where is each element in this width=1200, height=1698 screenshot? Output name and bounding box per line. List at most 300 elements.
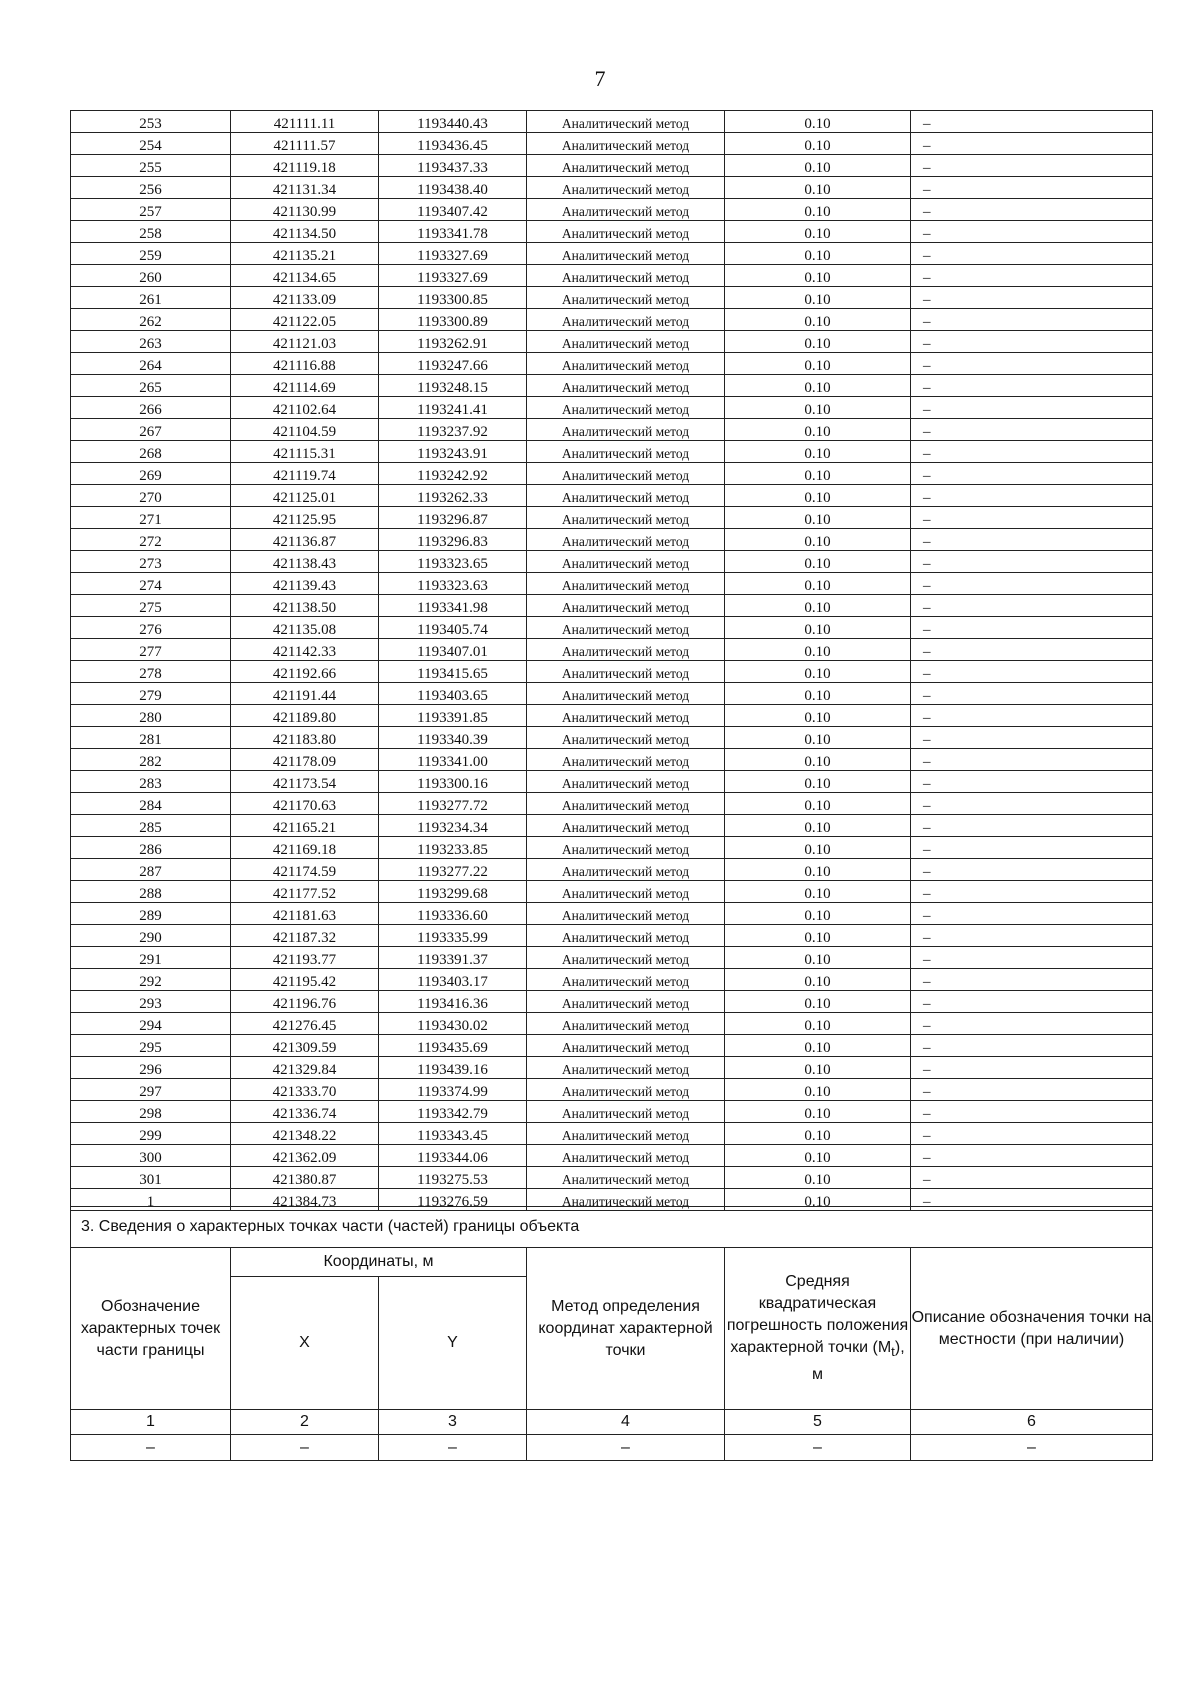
table-row bbox=[71, 727, 1153, 749]
accuracy-cell: 0.10 bbox=[725, 947, 911, 969]
method-cell: Аналитический метод bbox=[527, 661, 725, 683]
description-cell: – bbox=[911, 155, 1153, 177]
table-row bbox=[71, 793, 1153, 815]
description-cell: – bbox=[911, 177, 1153, 199]
x-coordinate: 421134.50 bbox=[231, 221, 379, 243]
x-coordinate: 421121.03 bbox=[231, 331, 379, 353]
method-cell: Аналитический метод bbox=[527, 1035, 725, 1057]
table-row bbox=[71, 1013, 1153, 1035]
accuracy-cell: 0.10 bbox=[725, 551, 911, 573]
method-cell: Аналитический метод bbox=[527, 177, 725, 199]
point-number: 293 bbox=[71, 991, 231, 1013]
method-cell: Аналитический метод bbox=[527, 1079, 725, 1101]
description-cell: – bbox=[911, 793, 1153, 815]
x-coordinate: 421116.88 bbox=[231, 353, 379, 375]
point-number: 283 bbox=[71, 771, 231, 793]
x-coordinate: 421134.65 bbox=[231, 265, 379, 287]
x-coordinate: 421336.74 bbox=[231, 1101, 379, 1123]
description-cell: – bbox=[911, 419, 1153, 441]
x-coordinate: 421122.05 bbox=[231, 309, 379, 331]
description-cell: – bbox=[911, 705, 1153, 727]
column-number: 5 bbox=[725, 1410, 911, 1435]
y-coordinate: 1193341.98 bbox=[379, 595, 527, 617]
x-coordinate: 421183.80 bbox=[231, 727, 379, 749]
y-coordinate: 1193341.78 bbox=[379, 221, 527, 243]
y-coordinate: 1193262.91 bbox=[379, 331, 527, 353]
x-coordinate: 421384.73 bbox=[231, 1189, 379, 1211]
table-row bbox=[71, 265, 1153, 287]
table-row bbox=[71, 309, 1153, 331]
y-coordinate: 1193407.01 bbox=[379, 639, 527, 661]
method-cell: Аналитический метод bbox=[527, 199, 725, 221]
y-coordinate: 1193300.85 bbox=[379, 287, 527, 309]
method-cell: Аналитический метод bbox=[527, 463, 725, 485]
y-coordinate: 1193343.45 bbox=[379, 1123, 527, 1145]
x-coordinate: 421125.01 bbox=[231, 485, 379, 507]
table-row bbox=[71, 595, 1153, 617]
y-coordinate: 1193247.66 bbox=[379, 353, 527, 375]
point-number: 264 bbox=[71, 353, 231, 375]
method-cell: Аналитический метод bbox=[527, 1013, 725, 1035]
method-cell: Аналитический метод bbox=[527, 551, 725, 573]
table-row bbox=[71, 969, 1153, 991]
y-coordinate: 1193243.91 bbox=[379, 441, 527, 463]
method-cell: Аналитический метод bbox=[527, 859, 725, 881]
x-coordinate: 421135.21 bbox=[231, 243, 379, 265]
accuracy-cell: 0.10 bbox=[725, 463, 911, 485]
empty-cell: – bbox=[379, 1435, 527, 1461]
x-coordinate: 421135.08 bbox=[231, 617, 379, 639]
accuracy-cell: 0.10 bbox=[725, 793, 911, 815]
y-coordinate: 1193296.83 bbox=[379, 529, 527, 551]
y-coordinate: 1193300.89 bbox=[379, 309, 527, 331]
y-coordinate: 1193435.69 bbox=[379, 1035, 527, 1057]
x-coordinate: 421130.99 bbox=[231, 199, 379, 221]
method-cell: Аналитический метод bbox=[527, 331, 725, 353]
method-cell: Аналитический метод bbox=[527, 991, 725, 1013]
method-cell: Аналитический метод bbox=[527, 419, 725, 441]
point-number: 276 bbox=[71, 617, 231, 639]
y-coordinate: 1193323.65 bbox=[379, 551, 527, 573]
x-coordinate: 421276.45 bbox=[231, 1013, 379, 1035]
description-cell: – bbox=[911, 485, 1153, 507]
x-coordinate: 421119.18 bbox=[231, 155, 379, 177]
point-number: 279 bbox=[71, 683, 231, 705]
accuracy-cell: 0.10 bbox=[725, 661, 911, 683]
method-cell: Аналитический метод bbox=[527, 793, 725, 815]
description-cell: – bbox=[911, 969, 1153, 991]
table-row bbox=[71, 353, 1153, 375]
point-number: 291 bbox=[71, 947, 231, 969]
accuracy-cell: 0.10 bbox=[725, 1013, 911, 1035]
point-number: 265 bbox=[71, 375, 231, 397]
accuracy-cell: 0.10 bbox=[725, 969, 911, 991]
table-row bbox=[71, 617, 1153, 639]
column-number: 4 bbox=[527, 1410, 725, 1435]
point-number: 253 bbox=[71, 111, 231, 133]
accuracy-cell: 0.10 bbox=[725, 199, 911, 221]
y-coordinate: 1193299.68 bbox=[379, 881, 527, 903]
y-coordinate: 1193233.85 bbox=[379, 837, 527, 859]
header-coordinates: Координаты, м bbox=[231, 1248, 527, 1277]
table-row bbox=[71, 177, 1153, 199]
table-row bbox=[71, 331, 1153, 353]
method-cell: Аналитический метод bbox=[527, 903, 725, 925]
x-coordinate: 421191.44 bbox=[231, 683, 379, 705]
accuracy-cell: 0.10 bbox=[725, 749, 911, 771]
method-cell: Аналитический метод bbox=[527, 243, 725, 265]
point-number: 270 bbox=[71, 485, 231, 507]
method-cell: Аналитический метод bbox=[527, 529, 725, 551]
method-cell: Аналитический метод bbox=[527, 881, 725, 903]
x-coordinate: 421111.57 bbox=[231, 133, 379, 155]
description-cell: – bbox=[911, 1167, 1153, 1189]
table-row bbox=[71, 925, 1153, 947]
method-cell: Аналитический метод bbox=[527, 925, 725, 947]
x-coordinate: 421173.54 bbox=[231, 771, 379, 793]
accuracy-cell: 0.10 bbox=[725, 837, 911, 859]
description-cell: – bbox=[911, 463, 1153, 485]
description-cell: – bbox=[911, 903, 1153, 925]
accuracy-cell: 0.10 bbox=[725, 397, 911, 419]
method-cell: Аналитический метод bbox=[527, 287, 725, 309]
table-row bbox=[71, 155, 1153, 177]
method-cell: Аналитический метод bbox=[527, 837, 725, 859]
accuracy-cell: 0.10 bbox=[725, 991, 911, 1013]
point-number: 268 bbox=[71, 441, 231, 463]
x-coordinate: 421174.59 bbox=[231, 859, 379, 881]
table-row bbox=[71, 1123, 1153, 1145]
table-row bbox=[71, 397, 1153, 419]
y-coordinate: 1193340.39 bbox=[379, 727, 527, 749]
point-number: 292 bbox=[71, 969, 231, 991]
x-coordinate: 421131.34 bbox=[231, 177, 379, 199]
y-coordinate: 1193415.65 bbox=[379, 661, 527, 683]
y-coordinate: 1193440.43 bbox=[379, 111, 527, 133]
empty-cell: – bbox=[725, 1435, 911, 1461]
empty-cell: – bbox=[527, 1435, 725, 1461]
point-number: 261 bbox=[71, 287, 231, 309]
point-number: 301 bbox=[71, 1167, 231, 1189]
y-coordinate: 1193241.41 bbox=[379, 397, 527, 419]
point-number: 297 bbox=[71, 1079, 231, 1101]
accuracy-cell: 0.10 bbox=[725, 683, 911, 705]
point-number: 274 bbox=[71, 573, 231, 595]
y-coordinate: 1193335.99 bbox=[379, 925, 527, 947]
point-number: 275 bbox=[71, 595, 231, 617]
x-coordinate: 421348.22 bbox=[231, 1123, 379, 1145]
point-number: 272 bbox=[71, 529, 231, 551]
x-coordinate: 421138.43 bbox=[231, 551, 379, 573]
description-cell: – bbox=[911, 353, 1153, 375]
y-coordinate: 1193403.65 bbox=[379, 683, 527, 705]
point-number: 296 bbox=[71, 1057, 231, 1079]
method-cell: Аналитический метод bbox=[527, 1057, 725, 1079]
accuracy-cell: 0.10 bbox=[725, 1057, 911, 1079]
x-coordinate: 421187.32 bbox=[231, 925, 379, 947]
table-row bbox=[71, 881, 1153, 903]
method-cell: Аналитический метод bbox=[527, 397, 725, 419]
accuracy-cell: 0.10 bbox=[725, 485, 911, 507]
table-row bbox=[71, 991, 1153, 1013]
table-row bbox=[71, 859, 1153, 881]
description-cell: – bbox=[911, 529, 1153, 551]
y-coordinate: 1193437.33 bbox=[379, 155, 527, 177]
accuracy-cell: 0.10 bbox=[725, 1035, 911, 1057]
method-cell: Аналитический метод bbox=[527, 1189, 725, 1211]
table-row bbox=[71, 705, 1153, 727]
y-coordinate: 1193391.85 bbox=[379, 705, 527, 727]
method-cell: Аналитический метод bbox=[527, 507, 725, 529]
table-row bbox=[71, 507, 1153, 529]
point-number: 258 bbox=[71, 221, 231, 243]
header-description: Описание обозначения точки на местности (при наличии) bbox=[911, 1248, 1153, 1410]
accuracy-cell: 0.10 bbox=[725, 815, 911, 837]
point-number: 298 bbox=[71, 1101, 231, 1123]
accuracy-cell: 0.10 bbox=[725, 595, 911, 617]
point-number: 271 bbox=[71, 507, 231, 529]
description-cell: – bbox=[911, 551, 1153, 573]
table-row bbox=[71, 463, 1153, 485]
table-row bbox=[71, 1035, 1153, 1057]
accuracy-cell: 0.10 bbox=[725, 1123, 911, 1145]
description-cell: – bbox=[911, 243, 1153, 265]
column-number: 6 bbox=[911, 1410, 1153, 1435]
y-coordinate: 1193237.92 bbox=[379, 419, 527, 441]
method-cell: Аналитический метод bbox=[527, 375, 725, 397]
method-cell: Аналитический метод bbox=[527, 727, 725, 749]
x-coordinate: 421102.64 bbox=[231, 397, 379, 419]
accuracy-cell: 0.10 bbox=[725, 617, 911, 639]
point-number: 299 bbox=[71, 1123, 231, 1145]
accuracy-cell: 0.10 bbox=[725, 1167, 911, 1189]
point-number: 300 bbox=[71, 1145, 231, 1167]
y-coordinate: 1193403.17 bbox=[379, 969, 527, 991]
accuracy-cell: 0.10 bbox=[725, 727, 911, 749]
description-cell: – bbox=[911, 331, 1153, 353]
description-cell: – bbox=[911, 1101, 1153, 1123]
description-cell: – bbox=[911, 727, 1153, 749]
y-coordinate: 1193336.60 bbox=[379, 903, 527, 925]
x-coordinate: 421178.09 bbox=[231, 749, 379, 771]
point-number: 286 bbox=[71, 837, 231, 859]
point-number: 266 bbox=[71, 397, 231, 419]
empty-cell: – bbox=[71, 1435, 231, 1461]
y-coordinate: 1193248.15 bbox=[379, 375, 527, 397]
method-cell: Аналитический метод bbox=[527, 1167, 725, 1189]
table-row bbox=[71, 771, 1153, 793]
method-cell: Аналитический метод bbox=[527, 749, 725, 771]
y-coordinate: 1193327.69 bbox=[379, 243, 527, 265]
point-number: 289 bbox=[71, 903, 231, 925]
y-coordinate: 1193275.53 bbox=[379, 1167, 527, 1189]
y-coordinate: 1193262.33 bbox=[379, 485, 527, 507]
point-number: 267 bbox=[71, 419, 231, 441]
accuracy-cell: 0.10 bbox=[725, 705, 911, 727]
table-row bbox=[71, 1145, 1153, 1167]
table-row bbox=[71, 529, 1153, 551]
method-cell: Аналитический метод bbox=[527, 815, 725, 837]
table-row bbox=[71, 1057, 1153, 1079]
table-row bbox=[71, 749, 1153, 771]
y-coordinate: 1193407.42 bbox=[379, 199, 527, 221]
description-cell: – bbox=[911, 1013, 1153, 1035]
accuracy-cell: 0.10 bbox=[725, 1079, 911, 1101]
description-cell: – bbox=[911, 617, 1153, 639]
x-coordinate: 421139.43 bbox=[231, 573, 379, 595]
method-cell: Аналитический метод bbox=[527, 1101, 725, 1123]
y-coordinate: 1193234.34 bbox=[379, 815, 527, 837]
method-cell: Аналитический метод bbox=[527, 947, 725, 969]
description-cell: – bbox=[911, 1123, 1153, 1145]
method-cell: Аналитический метод bbox=[527, 639, 725, 661]
section3-title: 3. Сведения о характерных точках части (частей) границы объекта bbox=[71, 1207, 1153, 1248]
accuracy-cell: 0.10 bbox=[725, 309, 911, 331]
accuracy-cell: 0.10 bbox=[725, 375, 911, 397]
column-number: 1 bbox=[71, 1410, 231, 1435]
point-number: 256 bbox=[71, 177, 231, 199]
description-cell: – bbox=[911, 815, 1153, 837]
x-coordinate: 421177.52 bbox=[231, 881, 379, 903]
point-number: 294 bbox=[71, 1013, 231, 1035]
description-cell: – bbox=[911, 925, 1153, 947]
y-coordinate: 1193296.87 bbox=[379, 507, 527, 529]
x-coordinate: 421133.09 bbox=[231, 287, 379, 309]
x-coordinate: 421193.77 bbox=[231, 947, 379, 969]
point-number: 285 bbox=[71, 815, 231, 837]
description-cell: – bbox=[911, 441, 1153, 463]
method-cell: Аналитический метод bbox=[527, 111, 725, 133]
header-point-designation: Обозначение характерных точек части границы bbox=[71, 1248, 231, 1410]
x-coordinate: 421125.95 bbox=[231, 507, 379, 529]
accuracy-cell: 0.10 bbox=[725, 243, 911, 265]
point-number: 269 bbox=[71, 463, 231, 485]
table-row bbox=[71, 287, 1153, 309]
description-cell: – bbox=[911, 947, 1153, 969]
point-number: 263 bbox=[71, 331, 231, 353]
x-coordinate: 421169.18 bbox=[231, 837, 379, 859]
table-row bbox=[71, 133, 1153, 155]
description-cell: – bbox=[911, 837, 1153, 859]
accuracy-cell: 0.10 bbox=[725, 507, 911, 529]
description-cell: – bbox=[911, 639, 1153, 661]
y-coordinate: 1193416.36 bbox=[379, 991, 527, 1013]
description-cell: – bbox=[911, 1145, 1153, 1167]
method-cell: Аналитический метод bbox=[527, 221, 725, 243]
accuracy-cell: 0.10 bbox=[725, 155, 911, 177]
accuracy-cell: 0.10 bbox=[725, 133, 911, 155]
table-row bbox=[71, 815, 1153, 837]
accuracy-cell: 0.10 bbox=[725, 903, 911, 925]
x-coordinate: 421362.09 bbox=[231, 1145, 379, 1167]
description-cell: – bbox=[911, 397, 1153, 419]
method-cell: Аналитический метод bbox=[527, 683, 725, 705]
method-cell: Аналитический метод bbox=[527, 1123, 725, 1145]
point-number: 255 bbox=[71, 155, 231, 177]
point-number: 290 bbox=[71, 925, 231, 947]
method-cell: Аналитический метод bbox=[527, 617, 725, 639]
description-cell: – bbox=[911, 771, 1153, 793]
table-row bbox=[71, 683, 1153, 705]
description-cell: – bbox=[911, 1035, 1153, 1057]
description-cell: – bbox=[911, 749, 1153, 771]
description-cell: – bbox=[911, 133, 1153, 155]
x-coordinate: 421380.87 bbox=[231, 1167, 379, 1189]
y-coordinate: 1193341.00 bbox=[379, 749, 527, 771]
description-cell: – bbox=[911, 265, 1153, 287]
empty-cell: – bbox=[231, 1435, 379, 1461]
description-cell: – bbox=[911, 111, 1153, 133]
method-cell: Аналитический метод bbox=[527, 969, 725, 991]
section3-table bbox=[70, 1206, 1153, 1461]
method-cell: Аналитический метод bbox=[527, 309, 725, 331]
y-coordinate: 1193323.63 bbox=[379, 573, 527, 595]
x-coordinate: 421115.31 bbox=[231, 441, 379, 463]
y-coordinate: 1193430.02 bbox=[379, 1013, 527, 1035]
y-coordinate: 1193439.16 bbox=[379, 1057, 527, 1079]
description-cell: – bbox=[911, 221, 1153, 243]
point-number: 287 bbox=[71, 859, 231, 881]
y-coordinate: 1193327.69 bbox=[379, 265, 527, 287]
coordinates-table bbox=[70, 110, 1153, 1211]
table-row bbox=[71, 1167, 1153, 1189]
accuracy-cell: 0.10 bbox=[725, 881, 911, 903]
method-cell: Аналитический метод bbox=[527, 1145, 725, 1167]
description-cell: – bbox=[911, 683, 1153, 705]
point-number: 284 bbox=[71, 793, 231, 815]
y-coordinate: 1193436.45 bbox=[379, 133, 527, 155]
table-row bbox=[71, 1101, 1153, 1123]
method-cell: Аналитический метод bbox=[527, 705, 725, 727]
accuracy-cell: 0.10 bbox=[725, 265, 911, 287]
table-row bbox=[71, 947, 1153, 969]
description-cell: – bbox=[911, 661, 1153, 683]
y-coordinate: 1193277.22 bbox=[379, 859, 527, 881]
accuracy-cell: 0.10 bbox=[725, 353, 911, 375]
table-row bbox=[71, 441, 1153, 463]
method-cell: Аналитический метод bbox=[527, 265, 725, 287]
accuracy-cell: 0.10 bbox=[725, 529, 911, 551]
method-cell: Аналитический метод bbox=[527, 485, 725, 507]
y-coordinate: 1193344.06 bbox=[379, 1145, 527, 1167]
description-cell: – bbox=[911, 573, 1153, 595]
x-coordinate: 421136.87 bbox=[231, 529, 379, 551]
accuracy-cell: 0.10 bbox=[725, 111, 911, 133]
accuracy-cell: 0.10 bbox=[725, 419, 911, 441]
method-cell: Аналитический метод bbox=[527, 133, 725, 155]
x-coordinate: 421138.50 bbox=[231, 595, 379, 617]
y-coordinate: 1193438.40 bbox=[379, 177, 527, 199]
accuracy-cell: 0.10 bbox=[725, 1145, 911, 1167]
x-coordinate: 421189.80 bbox=[231, 705, 379, 727]
table-row bbox=[71, 199, 1153, 221]
accuracy-cell: 0.10 bbox=[725, 925, 911, 947]
column-number: 3 bbox=[379, 1410, 527, 1435]
table-row bbox=[71, 903, 1153, 925]
x-coordinate: 421142.33 bbox=[231, 639, 379, 661]
accuracy-cell: 0.10 bbox=[725, 287, 911, 309]
description-cell: – bbox=[911, 859, 1153, 881]
description-cell: – bbox=[911, 309, 1153, 331]
description-cell: – bbox=[911, 991, 1153, 1013]
table-row bbox=[71, 485, 1153, 507]
point-number: 281 bbox=[71, 727, 231, 749]
point-number: 254 bbox=[71, 133, 231, 155]
table-row bbox=[71, 837, 1153, 859]
point-number: 288 bbox=[71, 881, 231, 903]
point-number: 259 bbox=[71, 243, 231, 265]
table-row bbox=[71, 573, 1153, 595]
